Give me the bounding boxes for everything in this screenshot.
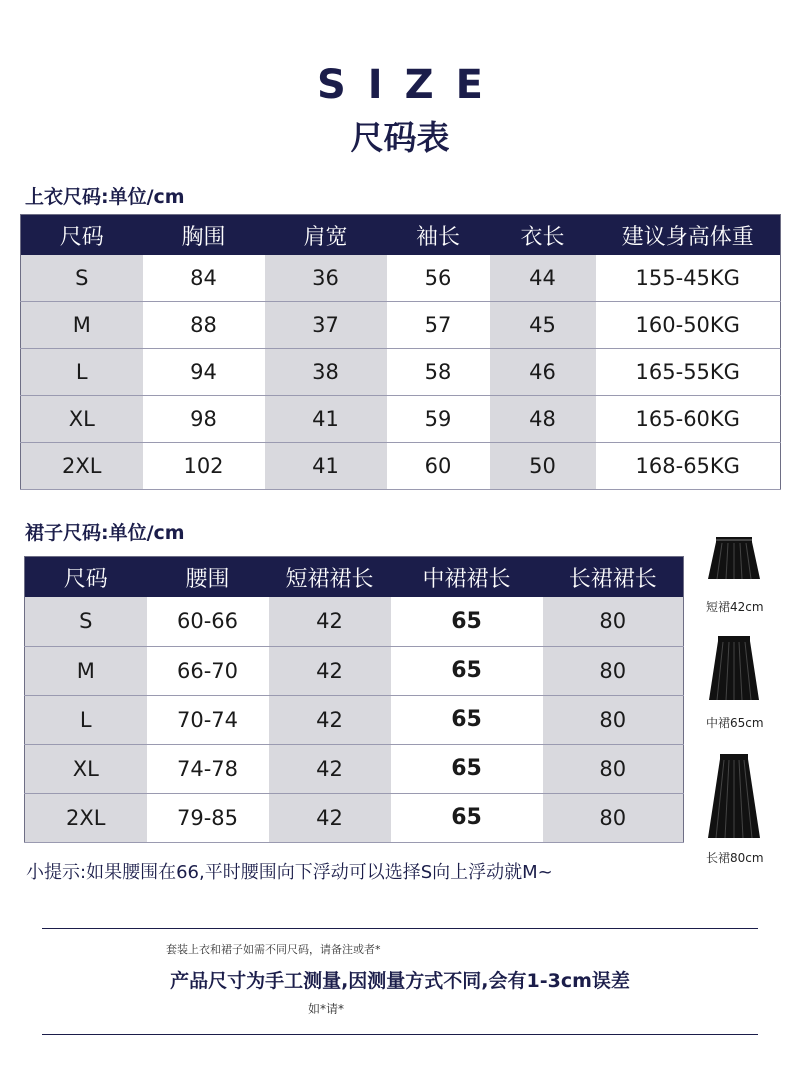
column-header: 尺码 xyxy=(21,215,143,256)
table-row xyxy=(25,744,684,793)
table-cell: 65 xyxy=(391,695,543,744)
table-cell: 80 xyxy=(543,744,684,793)
table-row xyxy=(25,646,684,695)
table-row xyxy=(25,597,684,646)
divider-top xyxy=(42,928,758,929)
table-cell: 160-50KG xyxy=(596,302,781,349)
skirt-table-header-row xyxy=(25,557,684,598)
table-cell: 37 xyxy=(265,302,387,349)
table-cell: 80 xyxy=(543,793,684,842)
table-cell: 57 xyxy=(387,302,490,349)
table-cell: 88 xyxy=(143,302,265,349)
table-cell: 65 xyxy=(391,744,543,793)
size-tip: 小提示:如果腰围在66,平时腰围向下浮动可以选择S向上浮动就M~ xyxy=(26,862,553,883)
table-cell: 44 xyxy=(490,255,596,302)
table-cell: 80 xyxy=(543,695,684,744)
table-cell: 36 xyxy=(265,255,387,302)
table-cell: 42 xyxy=(269,646,391,695)
table-row xyxy=(21,443,781,490)
column-header: 中裙裙长 xyxy=(391,557,543,598)
table-cell: M xyxy=(21,302,143,349)
note-small: 套装上衣和裙子如需不同尺码，请备注或者* xyxy=(166,943,381,956)
table-row xyxy=(21,349,781,396)
table-cell: 59 xyxy=(387,396,490,443)
table-cell: 60-66 xyxy=(147,597,269,646)
table-cell: 94 xyxy=(143,349,265,396)
short-skirt-icon xyxy=(706,535,762,583)
table-cell: 70-74 xyxy=(147,695,269,744)
column-header: 长裙裙长 xyxy=(543,557,684,598)
skirt-size-table xyxy=(24,556,684,843)
table-cell: XL xyxy=(25,744,147,793)
note-main: 产品尺寸为手工测量,因测量方式不同,会有1-3cm误差 xyxy=(170,970,630,992)
skirt-caption: 中裙65cm xyxy=(706,716,764,730)
table-cell: 74-78 xyxy=(147,744,269,793)
top-table-label: 上衣尺码:单位/cm xyxy=(25,186,185,208)
divider-bottom xyxy=(42,1034,758,1035)
table-cell: S xyxy=(21,255,143,302)
table-cell: L xyxy=(25,695,147,744)
page-title-en: SIZE xyxy=(316,62,506,108)
table-cell: 45 xyxy=(490,302,596,349)
table-cell: 155-45KG xyxy=(596,255,781,302)
skirt-caption: 长裙80cm xyxy=(706,851,764,865)
table-cell: 168-65KG xyxy=(596,443,781,490)
table-cell: 46 xyxy=(490,349,596,396)
note-tiny: 如*请* xyxy=(308,1002,345,1016)
table-cell: 42 xyxy=(269,695,391,744)
table-cell: 2XL xyxy=(25,793,147,842)
table-cell: 2XL xyxy=(21,443,143,490)
column-header: 袖长 xyxy=(387,215,490,256)
table-cell: 165-55KG xyxy=(596,349,781,396)
table-cell: S xyxy=(25,597,147,646)
table-row xyxy=(21,302,781,349)
table-cell: M xyxy=(25,646,147,695)
skirt-caption: 短裙42cm xyxy=(706,600,764,614)
table-row xyxy=(21,255,781,302)
medium-skirt-icon xyxy=(706,634,762,702)
table-cell: 58 xyxy=(387,349,490,396)
table-cell: 41 xyxy=(265,443,387,490)
table-cell: L xyxy=(21,349,143,396)
table-cell: 60 xyxy=(387,443,490,490)
table-cell: 56 xyxy=(387,255,490,302)
column-header: 建议身高体重 xyxy=(596,215,781,256)
table-cell: 79-85 xyxy=(147,793,269,842)
table-cell: 80 xyxy=(543,646,684,695)
skirt-table-label: 裙子尺码:单位/cm xyxy=(25,522,185,544)
top-size-table xyxy=(20,214,781,490)
table-cell: 66-70 xyxy=(147,646,269,695)
table-cell: 42 xyxy=(269,793,391,842)
column-header: 尺码 xyxy=(25,557,147,598)
column-header: 衣长 xyxy=(490,215,596,256)
table-cell: 84 xyxy=(143,255,265,302)
top-table-header-row xyxy=(21,215,781,256)
table-cell: 65 xyxy=(391,646,543,695)
table-cell: 48 xyxy=(490,396,596,443)
table-row xyxy=(25,695,684,744)
table-row xyxy=(25,793,684,842)
column-header: 腰围 xyxy=(147,557,269,598)
table-cell: 42 xyxy=(269,597,391,646)
long-skirt-icon xyxy=(706,752,762,840)
table-cell: 41 xyxy=(265,396,387,443)
column-header: 胸围 xyxy=(143,215,265,256)
table-cell: 38 xyxy=(265,349,387,396)
table-cell: 65 xyxy=(391,597,543,646)
table-cell: 102 xyxy=(143,443,265,490)
page-title-cn: 尺码表 xyxy=(350,118,450,157)
table-row xyxy=(21,396,781,443)
table-cell: 65 xyxy=(391,793,543,842)
column-header: 肩宽 xyxy=(265,215,387,256)
table-cell: 42 xyxy=(269,744,391,793)
table-cell: 50 xyxy=(490,443,596,490)
table-cell: XL xyxy=(21,396,143,443)
table-cell: 165-60KG xyxy=(596,396,781,443)
table-cell: 80 xyxy=(543,597,684,646)
table-cell: 98 xyxy=(143,396,265,443)
column-header: 短裙裙长 xyxy=(269,557,391,598)
